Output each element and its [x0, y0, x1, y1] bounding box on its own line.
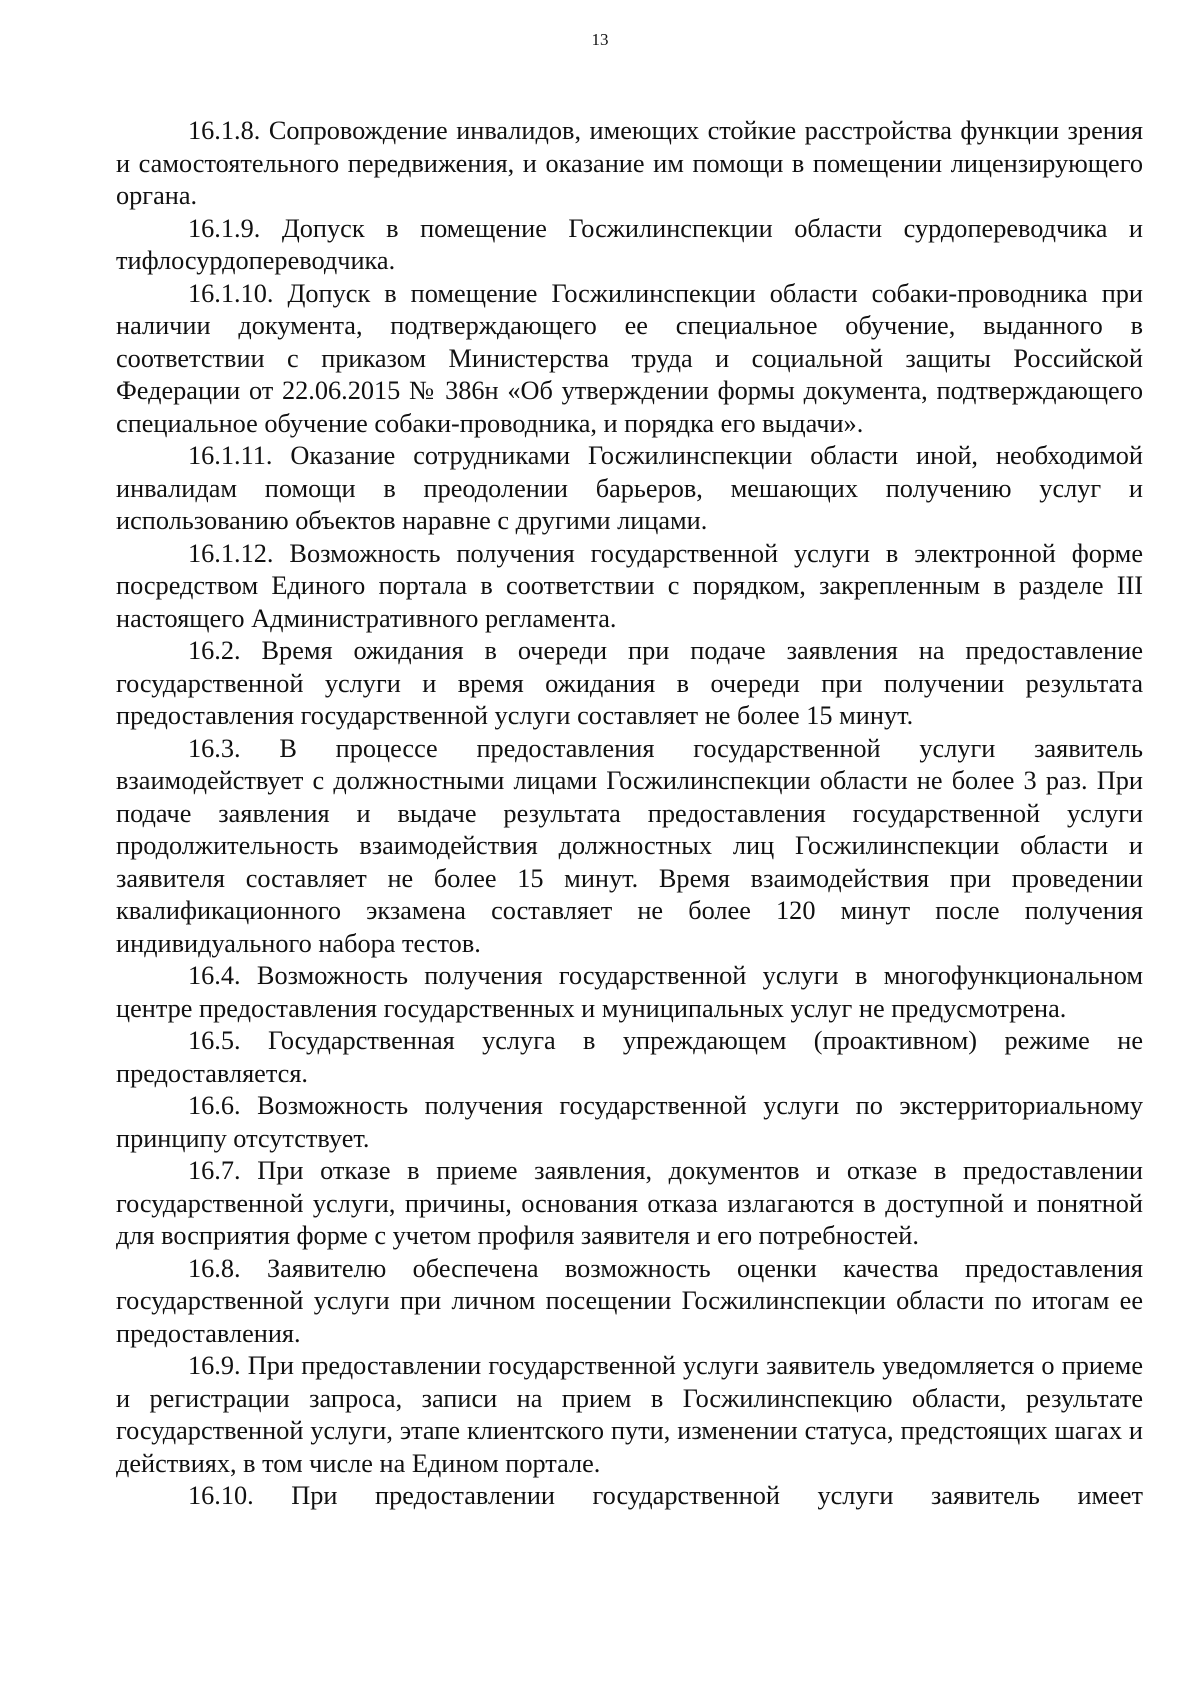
paragraph-16-1-10: 16.1.10. Допуск в помещение Госжилинспекции области собаки-проводника при наличии документа, подтверждающего ее специальное обучение, выданного в соответствии с приказом Министерства труда и социальной защиты Российской Федерации от 22.06.2015 № 386н «Об утверждении формы документа, подтверждающего специальное обучение собаки-проводника, и порядка его выдачи».: [116, 278, 1143, 438]
paragraph-16-1-12: 16.1.12. Возможность получения государственной услуги в электронной форме посредством Единого портала в соответствии с порядком, закрепленным в разделе III настоящего Административного регламента.: [116, 538, 1143, 633]
paragraph-16-8: 16.8. Заявителю обеспечена возможность оценки качества предоставления государственной услуги при личном посещении Госжилинспекции области по итогам ее предоставления.: [116, 1253, 1143, 1348]
paragraph-16-1-8: 16.1.8. Сопровождение инвалидов, имеющих стойкие расстройства функции зрения и самостоятельного передвижения, и оказание им помощи в помещении лицензирующего органа.: [116, 116, 1143, 210]
paragraph-16-4: 16.4. Возможность получения государственной услуги в многофункциональном центре предоставления государственных и муниципальных услуг не предусмотрена.: [116, 961, 1143, 1023]
paragraph-16-9: 16.9. При предоставлении государственной услуги заявитель уведомляется о приеме и регистрации запроса, записи на прием в Госжилинспекцию области, результате государственной услуги, этапе клиентского пути, изменении статуса, предстоящих шагах и действиях, в том числе на Едином портале.: [116, 1351, 1143, 1478]
page-number: 13: [591, 30, 609, 49]
paragraph-16-10: 16.10. При предоставлении государственной услуги заявитель имеет: [188, 1481, 1143, 1510]
paragraph-16-3: 16.3. В процессе предоставления государственной услуги заявитель взаимодействует с должностными лицами Госжилинспекции области не более 3 раз. При подаче заявления и выдаче результата предоставления государственной услуги продолжительность взаимодействия должностных лиц Госжилинспекции области и заявителя составляет не более 15 минут. Время взаимодействия при проведении квалификационного экзамена составляет не более 120 минут после получения индивидуального набора тестов.: [116, 733, 1143, 958]
paragraph-16-6: 16.6. Возможность получения государственной услуги по экстерриториальному принципу отсутствует.: [116, 1091, 1143, 1153]
paragraph-16-5: 16.5. Государственная услуга в упреждающем (проактивном) режиме не предоставляется.: [116, 1026, 1143, 1088]
paragraph-16-1-9: 16.1.9. Допуск в помещение Госжилинспекции области сурдопереводчика и тифлосурдопереводчика.: [116, 213, 1143, 275]
paragraph-16-7: 16.7. При отказе в приеме заявления, документов и отказе в предоставлении государственной услуги, причины, основания отказа излагаются в доступной и понятной для восприятия форме с учетом профиля заявителя и его потребностей.: [116, 1156, 1143, 1250]
paragraph-16-2: 16.2. Время ожидания в очереди при подаче заявления на предоставление государственной услуги и время ожидания в очереди при получении результата предоставления государственной услуги составляет не более 15 минут.: [116, 636, 1143, 730]
document-body: [116, 115, 1143, 1513]
paragraph-16-1-11: 16.1.11. Оказание сотрудниками Госжилинспекции области иной, необходимой инвалидам помощи в преодолении барьеров, мешающих получению услуг и использованию объектов наравне с другими лицами.: [116, 441, 1143, 535]
